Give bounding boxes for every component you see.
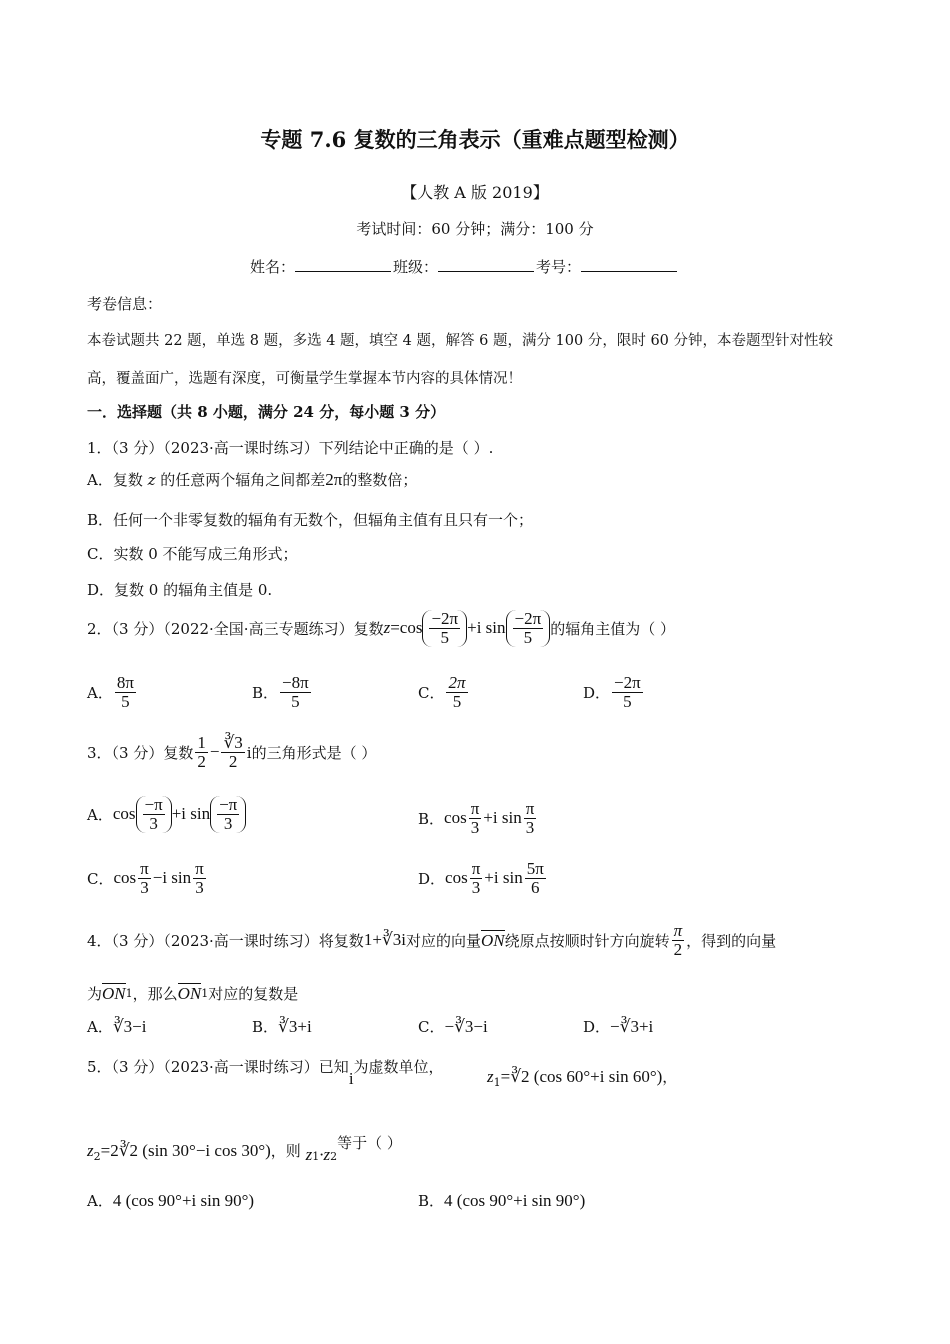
q2-option-c[interactable]: C． $\frac{2\pi}{5}$ [418, 673, 466, 711]
student-info-fields [250, 256, 679, 277]
intro-line-2: 高，覆盖面广，选题有深度，可衡量学生掌握本节内容的具体情况！ [87, 371, 522, 387]
id-blank[interactable] [581, 257, 677, 272]
intro-heading: 考卷信息： [87, 295, 163, 313]
q2-option-a[interactable]: A． $\frac{8\pi}{5}$ [87, 673, 134, 711]
q4-stem-line-1: 4．（3 分）（2023·高一课时练习）将复数 1+∛3i 对应的向量 ON 绕原点按顺时针方向旋转 $\frac{\pi}{2}$ ，得到的向量 [87, 921, 777, 959]
q3-option-b[interactable]: B． cos $\frac{\pi}{3}$ +i sin $\frac{\pi}{3}$ [418, 799, 535, 837]
name-blank[interactable] [295, 257, 391, 272]
class-label: 班级： [393, 258, 439, 276]
q2-stem: 2．（3 分）（2022·全国·高三专题练习）复数 z =cos $\frac{-2\pi}{5}$ +i sin $\frac{-2\pi}{5}$ 的辐角主值为（ ） [87, 609, 675, 647]
q1-option-a[interactable]: A．复数 z 的任意两个辐角之间都差2π的整数倍； [87, 470, 418, 489]
q1-option-c[interactable]: C．实数 0 不能写成三角形式； [87, 545, 298, 563]
q5-stem-line-1: 5．（3 分）（2023·高一课时练习）已知i为虚数单位， [87, 1058, 444, 1088]
name-label: 姓名： [250, 258, 296, 276]
q3-option-a[interactable]: A． cos $\frac{-\pi}{3}$ +i sin $\frac{-\pi}{3}$ [87, 796, 246, 833]
q5-z1: $z_1=∛2$ (cos 60°+i sin 60°)， [487, 1067, 678, 1089]
edition-label: 【人教 A 版 2019】 [401, 183, 549, 202]
q1-stem: 1．（3 分）（2023·高一课时练习）下列结论中正确的是（ ）. [87, 439, 494, 457]
q2-option-b[interactable]: B． $\frac{-8\pi}{5}$ [252, 673, 309, 711]
q1-option-d[interactable]: D．复数 0 的辐角主值是 0. [87, 581, 273, 599]
q4-option-a[interactable]: A．∛3−i [87, 1017, 147, 1036]
q3-option-d[interactable]: D． cos $\frac{\pi}{3}$ +i sin $\frac{5\pi}{6}$ [418, 859, 544, 897]
section-heading: 一．选择题（共 8 小题，满分 24 分，每小题 3 分） [87, 403, 446, 421]
q3-stem: 3．（3 分）复数 $\frac{1}{2}$ − $\frac{∛3}{2}$ i的三角形式是（ ） [87, 733, 377, 771]
page-title: 专题 7.6 复数的三角表示（重难点题型检测） [260, 127, 690, 152]
exam-info: 考试时间：60 分钟；满分：100 分 [356, 220, 594, 238]
q2-paren-1: $\frac{-2\pi}{5}$ [422, 610, 467, 647]
q5-option-b[interactable]: B．4 (cos 90°+i sin 90°) [418, 1191, 586, 1210]
id-label: 考号： [536, 258, 582, 276]
intro-line-1: 本卷试题共 22 题，单选 8 题，多选 4 题，填空 4 题，解答 6 题，满分 100 分，限时 60 分钟，本卷题型针对性较 [87, 333, 834, 349]
class-blank[interactable] [438, 257, 534, 272]
q4-stem-line-2: 为 ON 1 ，那么 ON 1 对应的复数是 [87, 984, 299, 1003]
q4-option-d[interactable]: D．−∛3+i [583, 1017, 654, 1036]
q3-option-c[interactable]: C． cos $\frac{\pi}{3}$ −i sin $\frac{\pi}{3}$ [87, 859, 204, 897]
q4-option-c[interactable]: C．−∛3−i [418, 1017, 488, 1036]
q4-option-b[interactable]: B．∛3+i [252, 1017, 312, 1036]
q5-option-a[interactable]: A．4 (cos 90°+i sin 90°) [87, 1191, 255, 1210]
q5-stem-line-2: $z_2=2∛2$ (sin 30°−i cos 30°)，则 $z_1\cdot z_2$等于（ ） [87, 1134, 402, 1164]
q2-option-d[interactable]: D． $\frac{-2\pi}{5}$ [583, 673, 641, 711]
q2-paren-2: $\frac{-2\pi}{5}$ [506, 610, 551, 647]
q1-option-b[interactable]: B．任何一个非零复数的辐角有无数个，但辐角主值有且只有一个； [87, 511, 534, 529]
